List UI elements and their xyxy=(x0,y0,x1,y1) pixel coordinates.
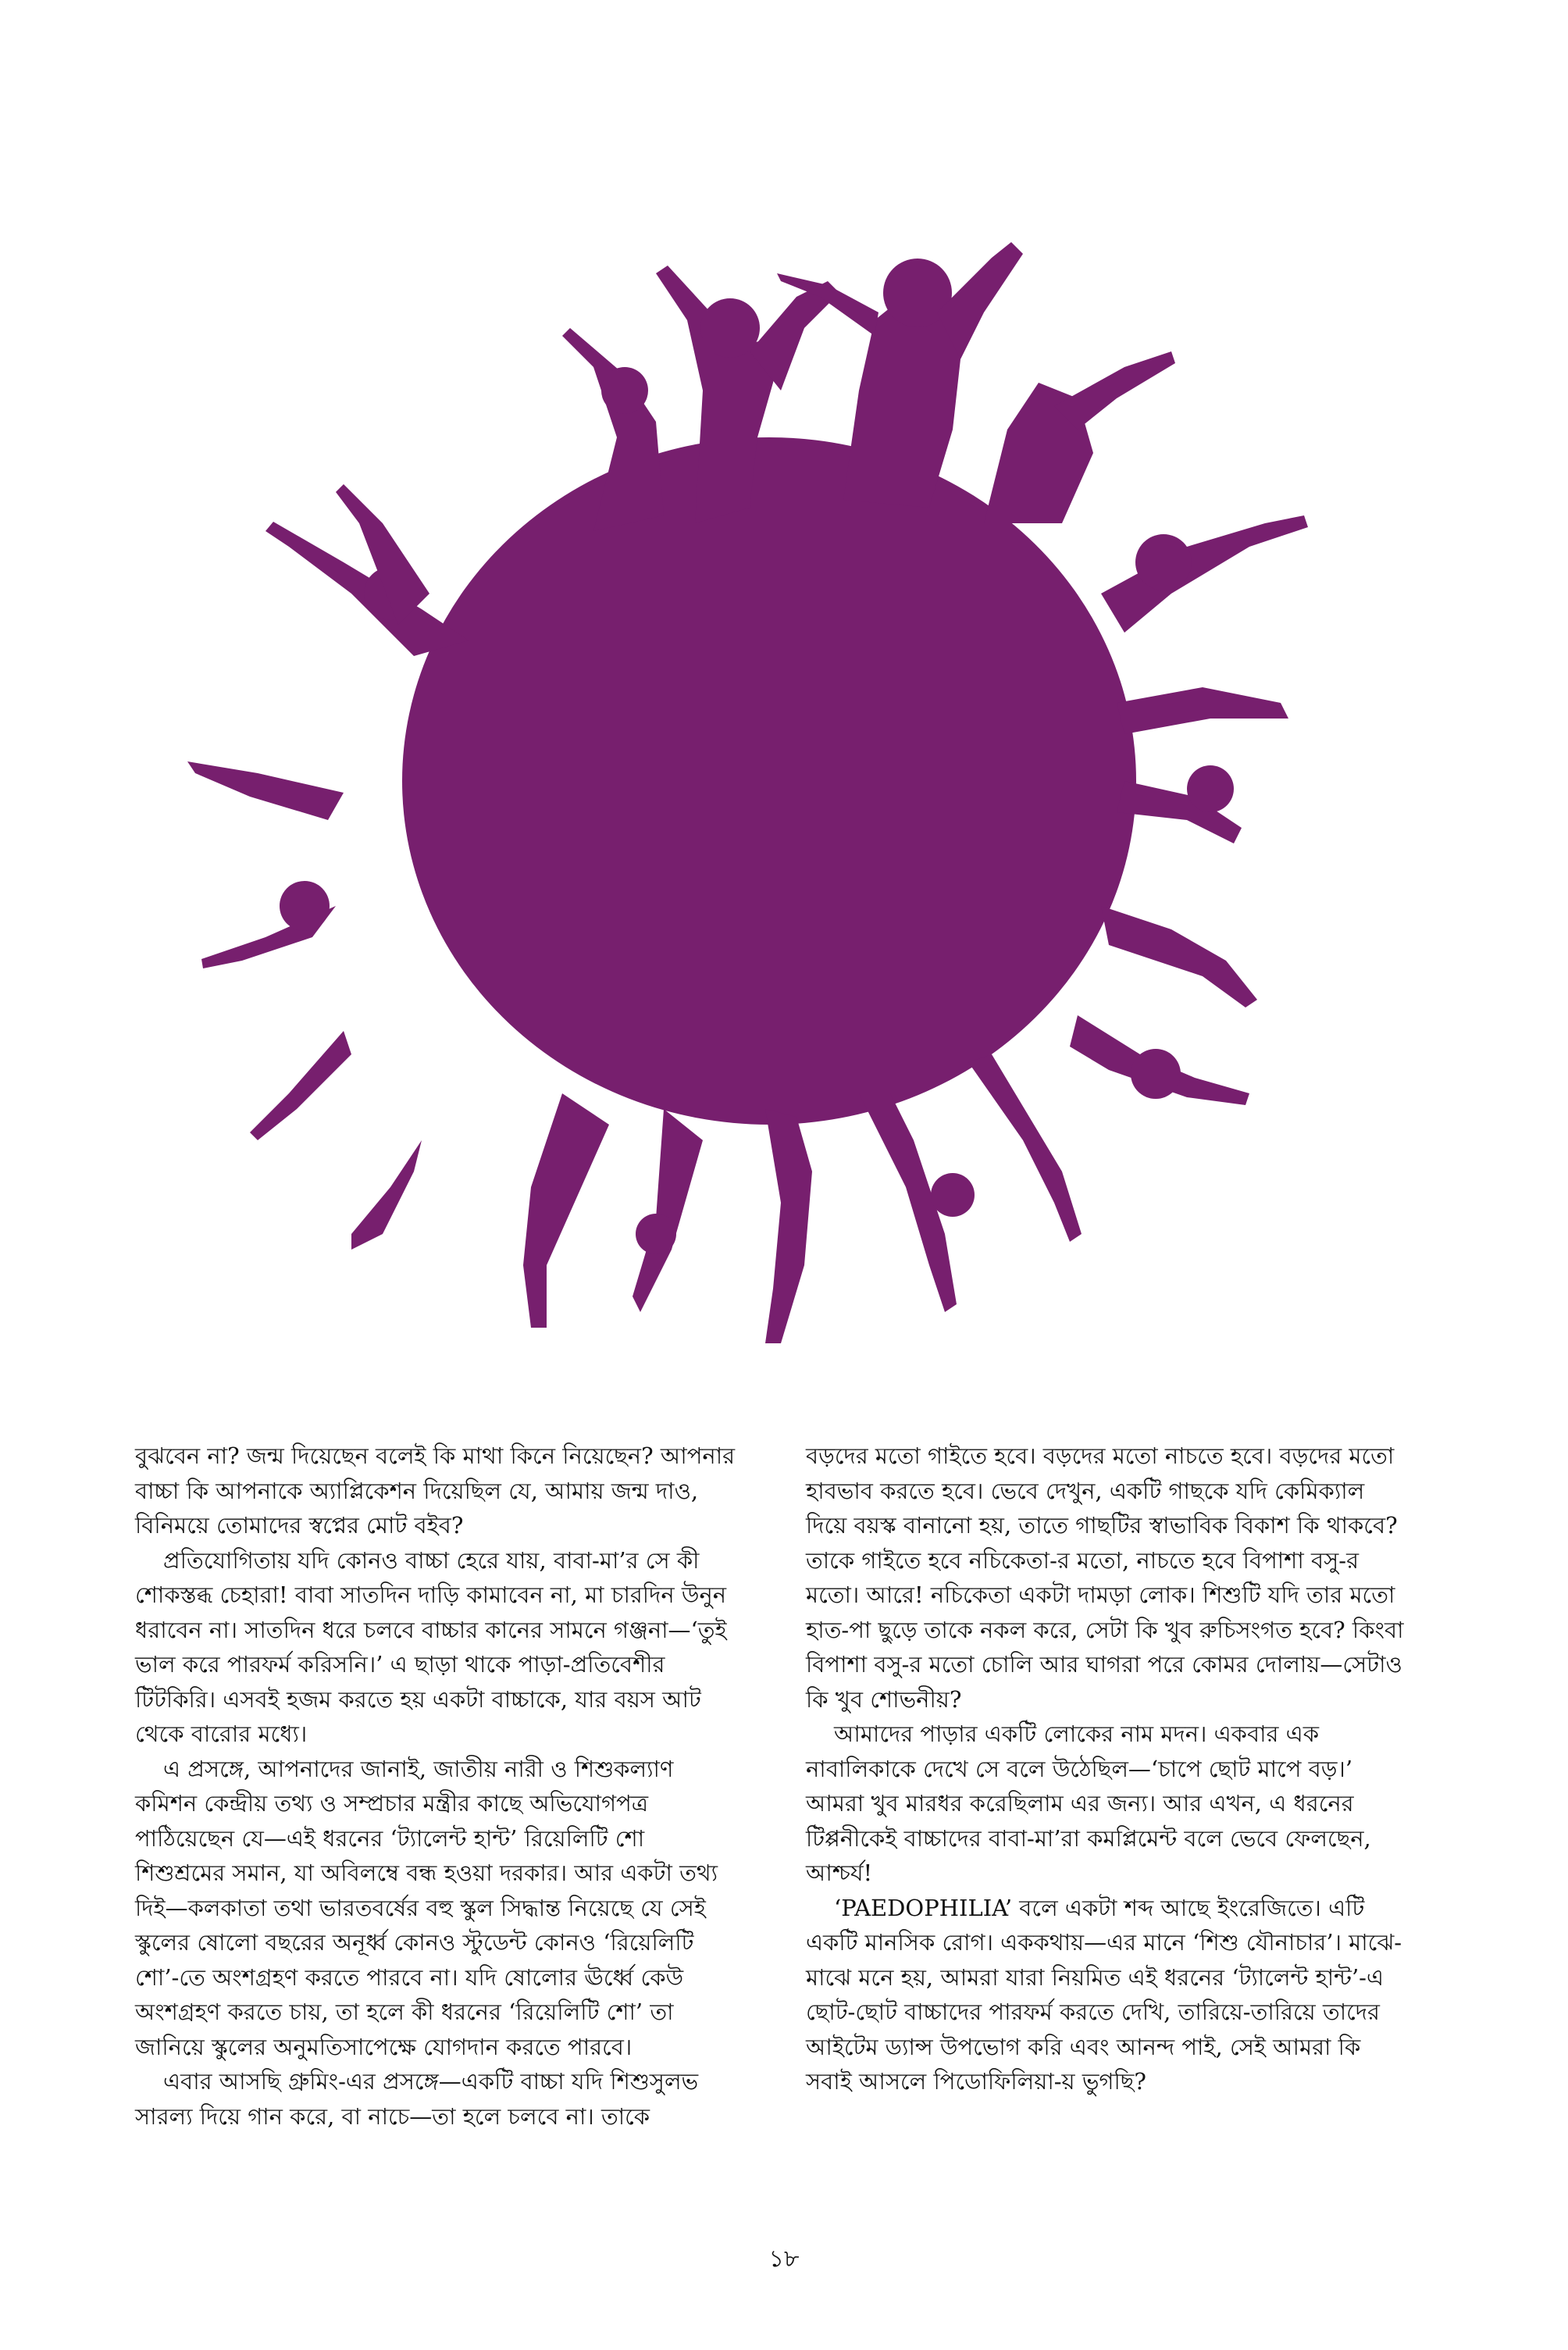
text-column-left xyxy=(135,1439,736,2134)
paragraph: বড়দের মতো গাইতে হবে। বড়দের মতো নাচতে হবে। বড়দের মতো হাবভাব করতে হবে। ভেবে দেখুন, একটি গাছকে যদি কেমিক্যাল দিয়ে বয়স্ক বানানো হয়, তাতে গাছটির স্বাভাবিক বিকাশ কি থাকবে? তাকে গাইতে হবে নচিকেতা-র মতো, নাচতে হবে বিপাশা বসু-র মতো। আরে! নচিকেতা একটা দামড়া লোক। শিশুটি যদি তার মতো হাত-পা ছুড়ে তাকে নকল করে, সেটা কি খুব রুচিসংগত হবে? কিংবা বিপাশা বসু-র মতো চোলি আর ঘাগরা পরে কোমর দোলায়—সেটাও কি খুব শোভনীয়? xyxy=(806,1442,1404,1713)
paragraph: আমাদের পাড়ার একটি লোকের নাম মদন। একবার এক নাবালিকাকে দেখে সে বলে উঠেছিল—‘চাপে ছোট মাপে বড়।’ আমরা খুব মারধর করেছিলাম এর জন্য। আর এখন, এ ধরনের টিপ্পনীকেই বাচ্চাদের বাবা-মা’রা কমপ্লিমেন্ট বলে ভেবে ফেলছেন, আশ্চর্য! xyxy=(806,1721,1371,1886)
silhouette-burst xyxy=(187,242,1308,1343)
paragraph: এবার আসছি গ্রুমিং-এর প্রসঙ্গে—একটি বাচ্চা যদি শিশুসুলভ সারল্য দিয়ে গান করে, বা নাচে—তা হলে চলবে না। তাকে xyxy=(135,2068,699,2130)
paragraph: এ প্রসঙ্গে, আপনাদের জানাই, জাতীয় নারী ও শিশুকল্যাণ কমিশন কেন্দ্রীয় তথ্য ও সম্প্রচার মন্ত্রীর কাছে অভিযোগপত্র পাঠিয়েছেন যে—এই ধরনের ‘ট্যালেন্ট হান্ট’ রিয়েলিটি শো শিশুশ্রমের সমান, যা অবিলম্বে বন্ধ হওয়া দরকার। আর একটা তথ্য দিই—কলকাতা তথা ভারতবর্ষের বহু স্কুল সিদ্ধান্ত নিয়েছে যে সেই স্কুলের ষোলো বছরের অনূর্ধ্ব কোনও স্টুডেন্ট কোনও ‘রিয়েলিটি শো’-তে অংশগ্রহণ করতে পারবে না। যদি ষোলোর ঊর্ধ্বে কেউ অংশগ্রহণ করতে চায়, তা হলে কী ধরনের ‘রিয়েলিটি শো’ তা জানিয়ে স্কুলের অনুমতিসাপেক্ষে যোগদান করতে পারবে। xyxy=(135,1755,718,2060)
dancers-silhouette-illustration xyxy=(156,156,1374,1375)
paragraph: প্রতিযোগিতায় যদি কোনও বাচ্চা হেরে যায়, বাবা-মা’র সে কী শোকস্তব্ধ চেহারা! বাবা সাতদিন দাড়ি কামাবেন না, মা চারদিন উনুন ধরাবেন না। সাতদিন ধরে চলবে বাচ্চার কানের সামনে গঞ্জনা—‘তুই ভাল করে পারফর্ম করিসনি।’ এ ছাড়া থাকে পাড়া-প্রতিবেশীর টিটকিরি। এসবই হজম করতে হয় একটা বাচ্চাকে, যার বয়স আট থেকে বারোর মধ্যে। xyxy=(135,1546,727,1747)
paragraph: ‘PAEDOPHILIA’ বলে একটা শব্দ আছে ইংরেজিতে। এটি একটি মানসিক রোগ। এককথায়—এর মানে ‘শিশু যৌনাচার’। মাঝে-মাঝে মনে হয়, আমরা যারা নিয়মিত এই ধরনের ‘ট্যালেন্ট হান্ট’-এ ছোট-ছোট বাচ্চাদের পারফর্ম করতে দেখি, তারিয়ে-তারিয়ে তাদের আইটেম ড্যান্স উপভোগ করি এবং আনন্দ পাই, সেই আমরা কি সবাই আসলে পিডোফিলিয়া-য় ভুগছি? xyxy=(806,1894,1402,2095)
text-column-right xyxy=(806,1439,1407,2099)
page-number: ১৮ xyxy=(768,2245,800,2273)
paragraph: বুঝবেন না? জন্ম দিয়েছেন বলেই কি মাথা কিনে নিয়েছেন? আপনার বাচ্চা কি আপনাকে অ্যাপ্লিকেশন দিয়েছিল যে, আমায় জন্ম দাও, বিনিময়ে তোমাদের স্বপ্নের মোট বইব? xyxy=(135,1442,736,1539)
